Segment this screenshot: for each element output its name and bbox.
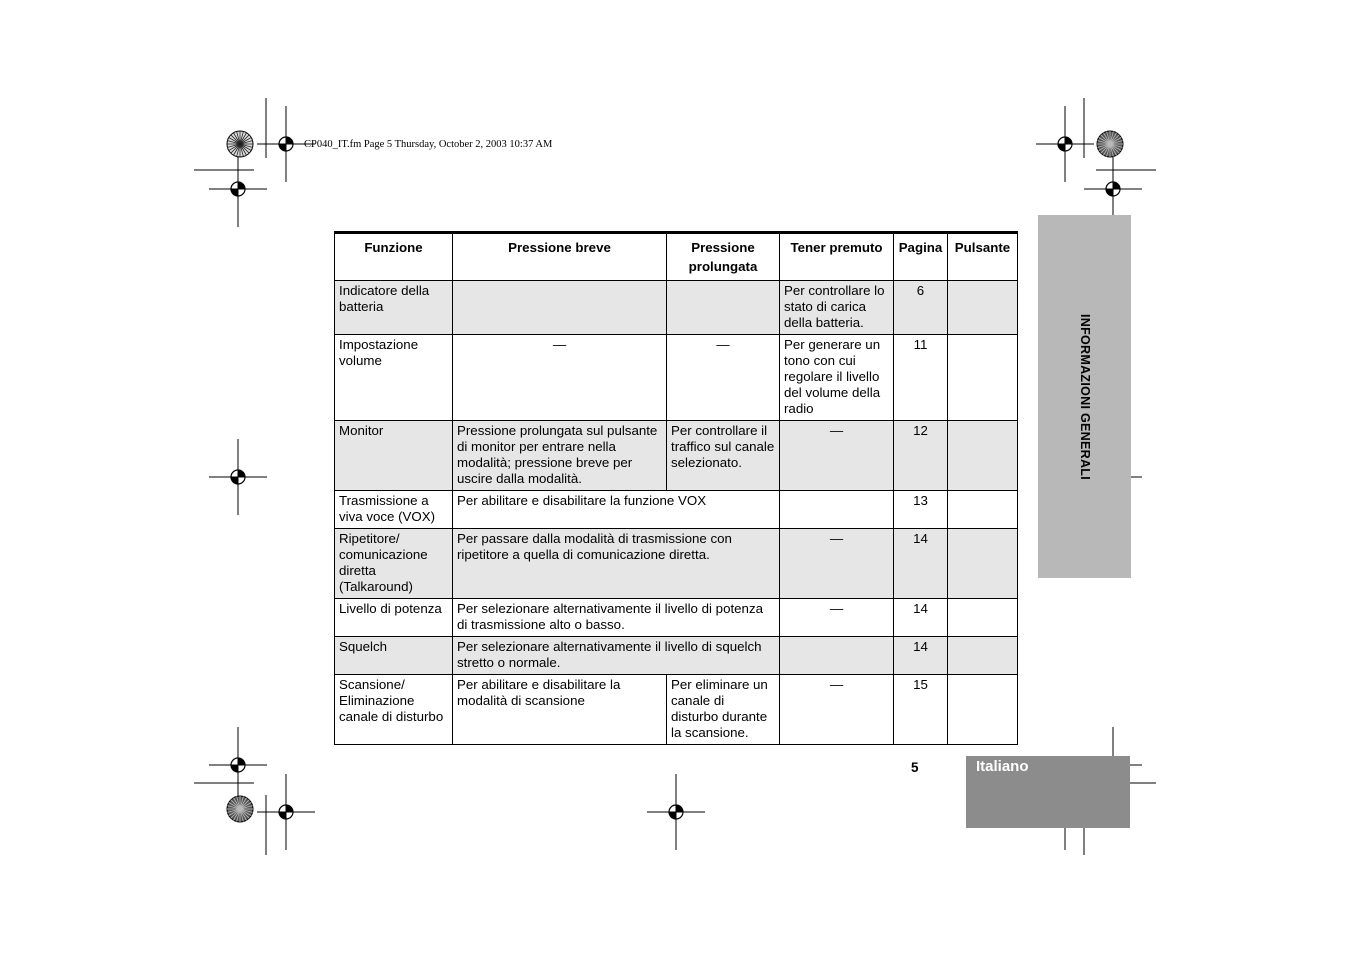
cell-breve	[453, 281, 667, 335]
cell-pagina: 14	[894, 599, 948, 637]
header-pulsante: Pulsante	[948, 233, 1018, 281]
language-tab	[966, 756, 1130, 828]
page-number: 5	[911, 760, 919, 775]
header-pressione-breve: Pressione breve	[453, 233, 667, 281]
cell-pagina: 6	[894, 281, 948, 335]
cell-funzione: Trasmissione a viva voce (VOX)	[335, 491, 453, 529]
table-row	[335, 529, 1018, 599]
table-row	[335, 637, 1018, 675]
function-table	[334, 231, 1018, 745]
cell-pagina: 11	[894, 335, 948, 421]
table-row	[335, 599, 1018, 637]
cell-tener	[780, 491, 894, 529]
cell-tener: —	[780, 529, 894, 599]
cell-tener: —	[780, 675, 894, 745]
cell-pagina: 12	[894, 421, 948, 491]
cell-prolungata	[667, 281, 780, 335]
starburst-top-left-icon	[227, 131, 253, 157]
cell-breve: Per abilitare e disabilitare la modalità di scansione	[453, 675, 667, 745]
cell-pulsante	[948, 675, 1018, 745]
cell-funzione: Scansione/ Eliminazione canale di disturbo	[335, 675, 453, 745]
cell-breve-prolungata: Per abilitare e disabilitare la funzione VOX	[453, 491, 780, 529]
cell-pagina: 14	[894, 637, 948, 675]
header-funzione: Funzione	[335, 233, 453, 281]
section-side-tab-label: INFORMAZIONI GENERALI	[1077, 313, 1092, 480]
table-header-row	[335, 233, 1018, 281]
cell-funzione: Impostazione volume	[335, 335, 453, 421]
cell-pagina: 14	[894, 529, 948, 599]
cell-tener: —	[780, 599, 894, 637]
cell-prolungata: Per eliminare un canale di disturbo durante la scansione.	[667, 675, 780, 745]
cell-tener: Per generare un tono con cui regolare il livello del volume della radio	[780, 335, 894, 421]
crosshair-lower-left-icon	[209, 727, 267, 803]
cell-pulsante	[948, 599, 1018, 637]
cell-pagina: 13	[894, 491, 948, 529]
cell-funzione: Indicatore della batteria	[335, 281, 453, 335]
cell-pulsante	[948, 335, 1018, 421]
crosshair-bottom-center-icon	[647, 774, 705, 850]
cell-funzione: Ripetitore/ comunicazione diretta (Talkaround)	[335, 529, 453, 599]
cell-tener: —	[780, 421, 894, 491]
cell-breve: Pressione prolungata sul pulsante di monitor per entrare nella modalità; pressione breve per uscire dalla modalità.	[453, 421, 667, 491]
crosshair-top-right-icon	[1036, 106, 1094, 182]
starburst-bottom-left-icon	[227, 796, 253, 822]
cell-pulsante	[948, 637, 1018, 675]
table-row	[335, 491, 1018, 529]
cell-tener: Per controllare lo stato di carica della batteria.	[780, 281, 894, 335]
cell-funzione: Squelch	[335, 637, 453, 675]
file-header-line: CP040_IT.fm Page 5 Thursday, October 2, 2003 10:37 AM	[304, 139, 553, 150]
cell-prolungata: Per controllare il traffico sul canale selezionato.	[667, 421, 780, 491]
table-row	[335, 675, 1018, 745]
cell-pulsante	[948, 421, 1018, 491]
crosshair-bottom-left-icon	[257, 774, 315, 850]
table-row	[335, 421, 1018, 491]
header-pressione-prolungata: Pressione prolungata	[667, 233, 780, 281]
crosshair-mid-left-icon	[209, 439, 267, 515]
starburst-top-right-icon	[1097, 131, 1123, 157]
table-row	[335, 281, 1018, 335]
crosshair-upper-left-icon	[209, 151, 267, 227]
cell-breve-prolungata: Per passare dalla modalità di trasmissione con ripetitore a quella di comunicazione diretta.	[453, 529, 780, 599]
section-side-tab	[1038, 215, 1131, 578]
cell-funzione: Monitor	[335, 421, 453, 491]
cell-prolungata: —	[667, 335, 780, 421]
header-pagina: Pagina	[894, 233, 948, 281]
header-tener-premuto: Tener premuto	[780, 233, 894, 281]
cell-tener	[780, 637, 894, 675]
cell-pulsante	[948, 491, 1018, 529]
cell-pulsante	[948, 281, 1018, 335]
table-row	[335, 335, 1018, 421]
cell-pagina: 15	[894, 675, 948, 745]
cell-breve-prolungata: Per selezionare alternativamente il livello di potenza di trasmissione alto o basso.	[453, 599, 780, 637]
cell-funzione: Livello di potenza	[335, 599, 453, 637]
cell-breve-prolungata: Per selezionare alternativamente il livello di squelch stretto o normale.	[453, 637, 780, 675]
cell-pulsante	[948, 529, 1018, 599]
language-tab-label: Italiano	[976, 758, 1029, 775]
cell-breve: —	[453, 335, 667, 421]
